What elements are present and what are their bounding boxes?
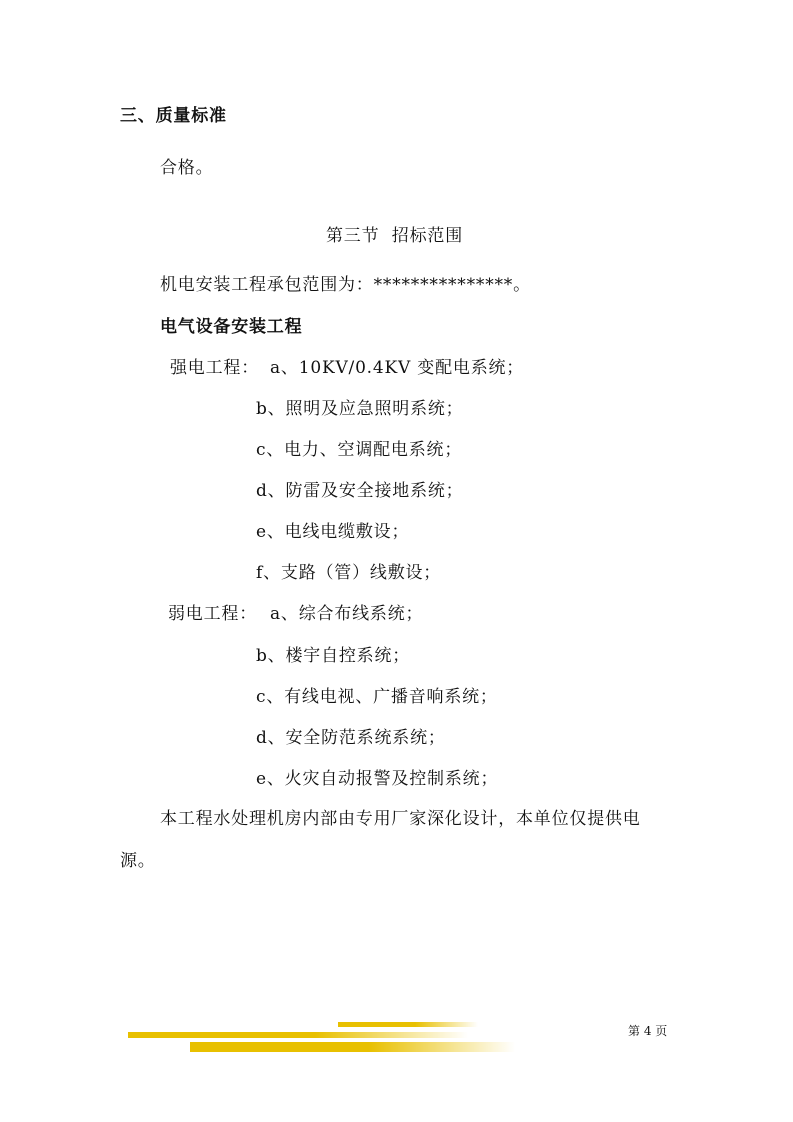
- footer-bar-bottom: [190, 1042, 515, 1052]
- weak-current-item: b、楼宇自控系统；: [256, 646, 411, 666]
- footer-bar-middle: [128, 1032, 468, 1038]
- strong-current-item: e、电线电缆敷设；: [256, 522, 410, 542]
- closing-paragraph-line2: 源。: [120, 851, 156, 871]
- weak-current-item: c、有线电视、广播音响系统；: [256, 687, 498, 707]
- strong-current-label: 强电工程：: [170, 358, 259, 378]
- weak-current-label: 弱电工程：: [168, 604, 257, 624]
- quality-text: 合格。: [160, 158, 214, 178]
- strong-current-item: c、电力、空调配电系统；: [256, 440, 463, 460]
- section-title: 第三节 招标范围: [326, 226, 464, 246]
- closing-paragraph-line1: 本工程水处理机房内部由专用厂家深化设计，本单位仅提供电: [160, 809, 641, 829]
- weak-current-item: a、综合布线系统；: [270, 604, 424, 624]
- scope-intro: 机电安装工程承包范围为：***************。: [160, 275, 531, 295]
- strong-current-item: b、照明及应急照明系统；: [256, 399, 464, 419]
- electrical-heading: 电气设备安装工程: [160, 317, 303, 337]
- strong-current-item: f、支路（管）线敷设；: [256, 563, 442, 583]
- weak-current-item: e、火灾自动报警及控制系统；: [256, 769, 499, 789]
- footer-bar-top: [338, 1022, 478, 1027]
- page-number: 第 4 页: [628, 1024, 668, 1038]
- heading-quality-standard: 三、质量标准: [120, 106, 227, 126]
- strong-current-item: a、10KV/0.4KV 变配电系统；: [270, 358, 525, 378]
- strong-current-item: d、防雷及安全接地系统；: [256, 481, 464, 501]
- weak-current-item: d、安全防范系统系统；: [256, 728, 446, 748]
